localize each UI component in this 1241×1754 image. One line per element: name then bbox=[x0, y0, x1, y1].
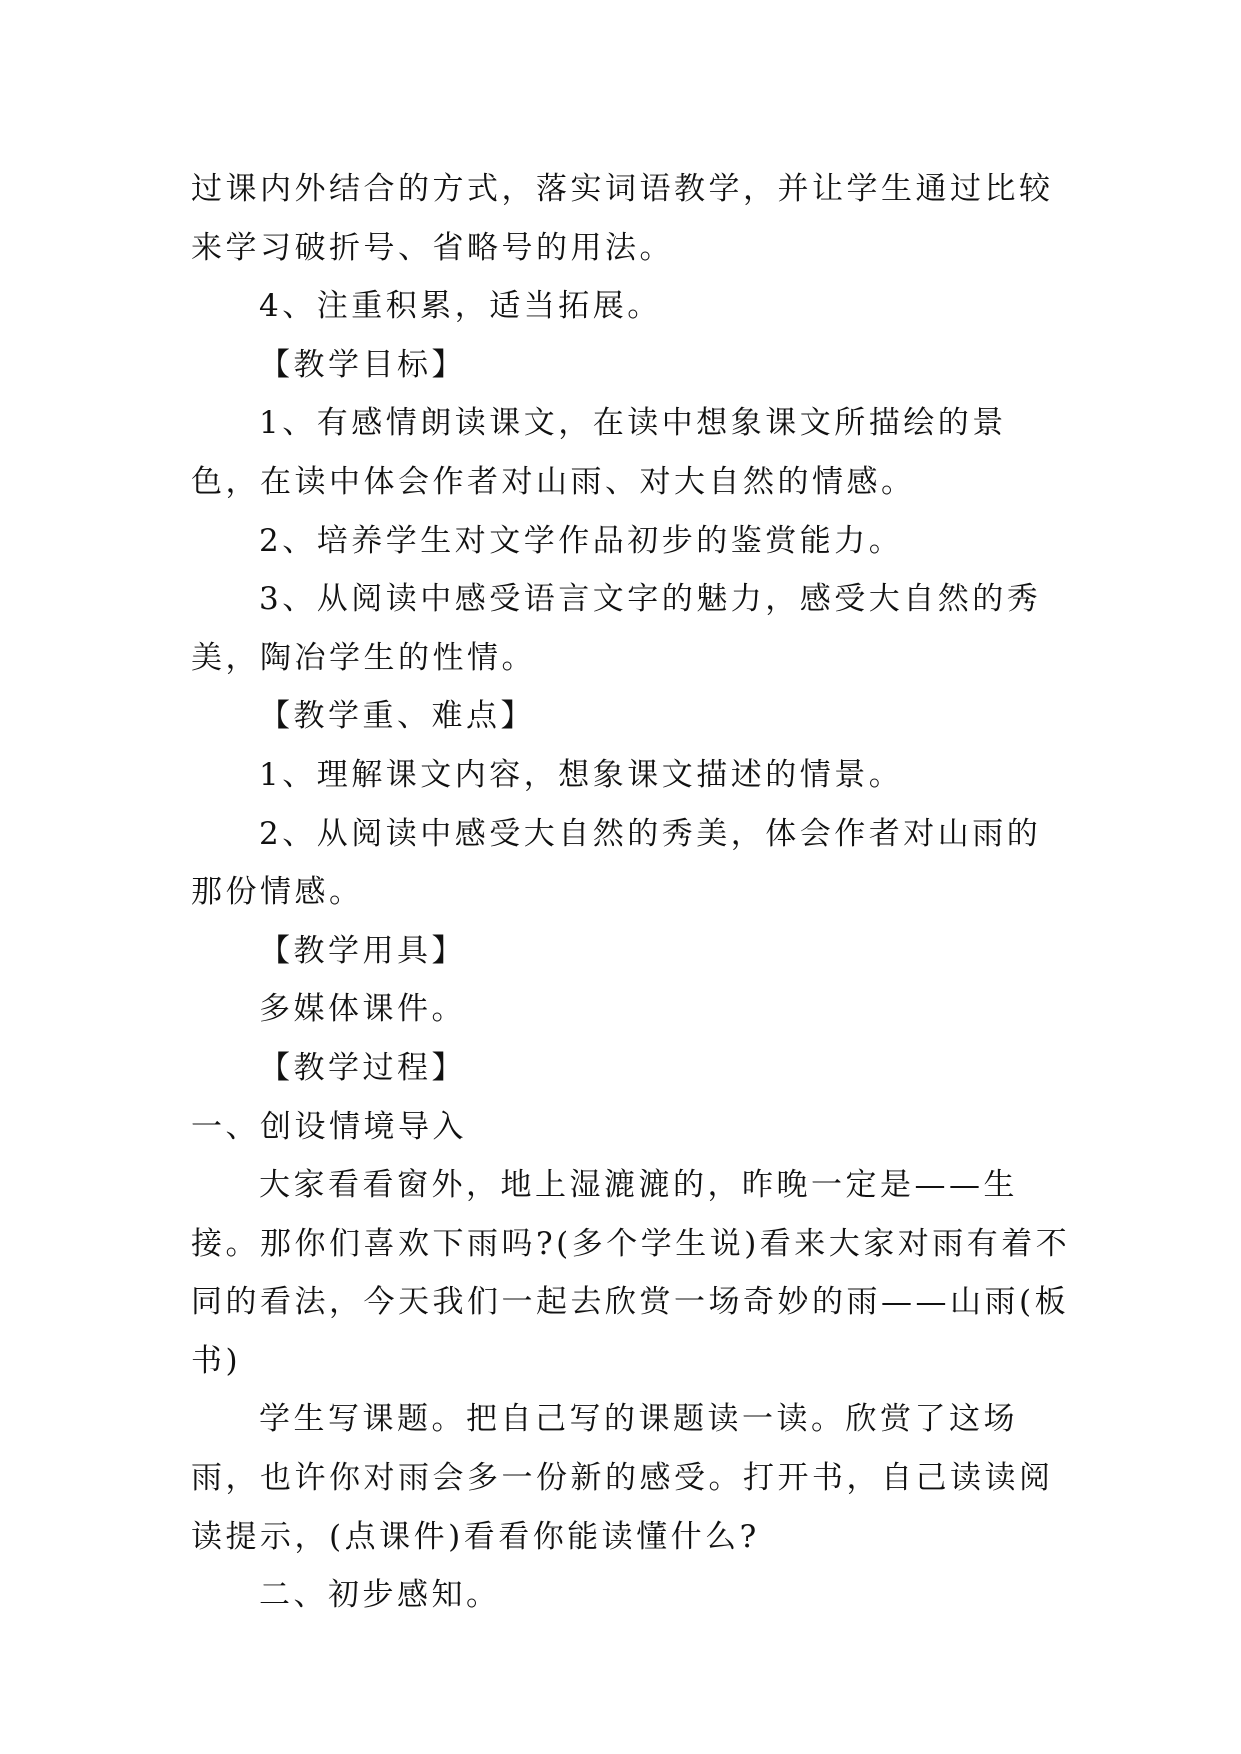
heading-teaching-process: 【教学过程】 bbox=[259, 1049, 466, 1086]
document-body bbox=[191, 160, 1071, 1625]
section-heading-2: 二、初步感知。 bbox=[259, 1577, 501, 1614]
heading-key-points: 【教学重、难点】 bbox=[259, 698, 535, 735]
key-point-2: 2、从阅读中感受大自然的秀美，体会作者对山雨的那份情感。 bbox=[191, 815, 1042, 911]
heading-teaching-goals: 【教学目标】 bbox=[259, 346, 466, 383]
process-paragraph-2: 学生写课题。把自己写的课题读一读。欣赏了这场雨，也许你对雨会多一份新的感受。打开书，自己读读阅读提示，(点课件)看看你能读懂什么? bbox=[191, 1401, 1054, 1555]
heading-teaching-tools: 【教学用具】 bbox=[259, 932, 466, 969]
key-point-1: 1、理解课文内容，想象课文描述的情景。 bbox=[259, 756, 904, 793]
paragraph-continuation: 过课内外结合的方式，落实词语教学，并让学生通过比较来学习破折号、省略号的用法。 bbox=[191, 171, 1054, 266]
goal-item-3: 3、从阅读中感受语言文字的魅力，感受大自然的秀美，陶冶学生的性情。 bbox=[191, 581, 1042, 676]
section-heading-1: 一、创设情境导入 bbox=[191, 1108, 467, 1145]
goal-item-2: 2、培养学生对文学作品初步的鉴赏能力。 bbox=[259, 522, 904, 559]
process-paragraph-1: 大家看看窗外，地上湿漉漉的，昨晚一定是——生接。那你们喜欢下雨吗?(多个学生说)看来大家对雨有着不同的看法，今天我们一起去欣赏一场奇妙的雨——山雨(板书) bbox=[191, 1167, 1071, 1379]
paragraph-point-4: 4、注重积累，适当拓展。 bbox=[259, 288, 662, 325]
goal-item-1: 1、有感情朗读课文，在读中想象课文所描绘的景色，在读中体会作者对山雨、对大自然的情感。 bbox=[191, 405, 1007, 500]
tools-text: 多媒体课件。 bbox=[259, 991, 466, 1028]
